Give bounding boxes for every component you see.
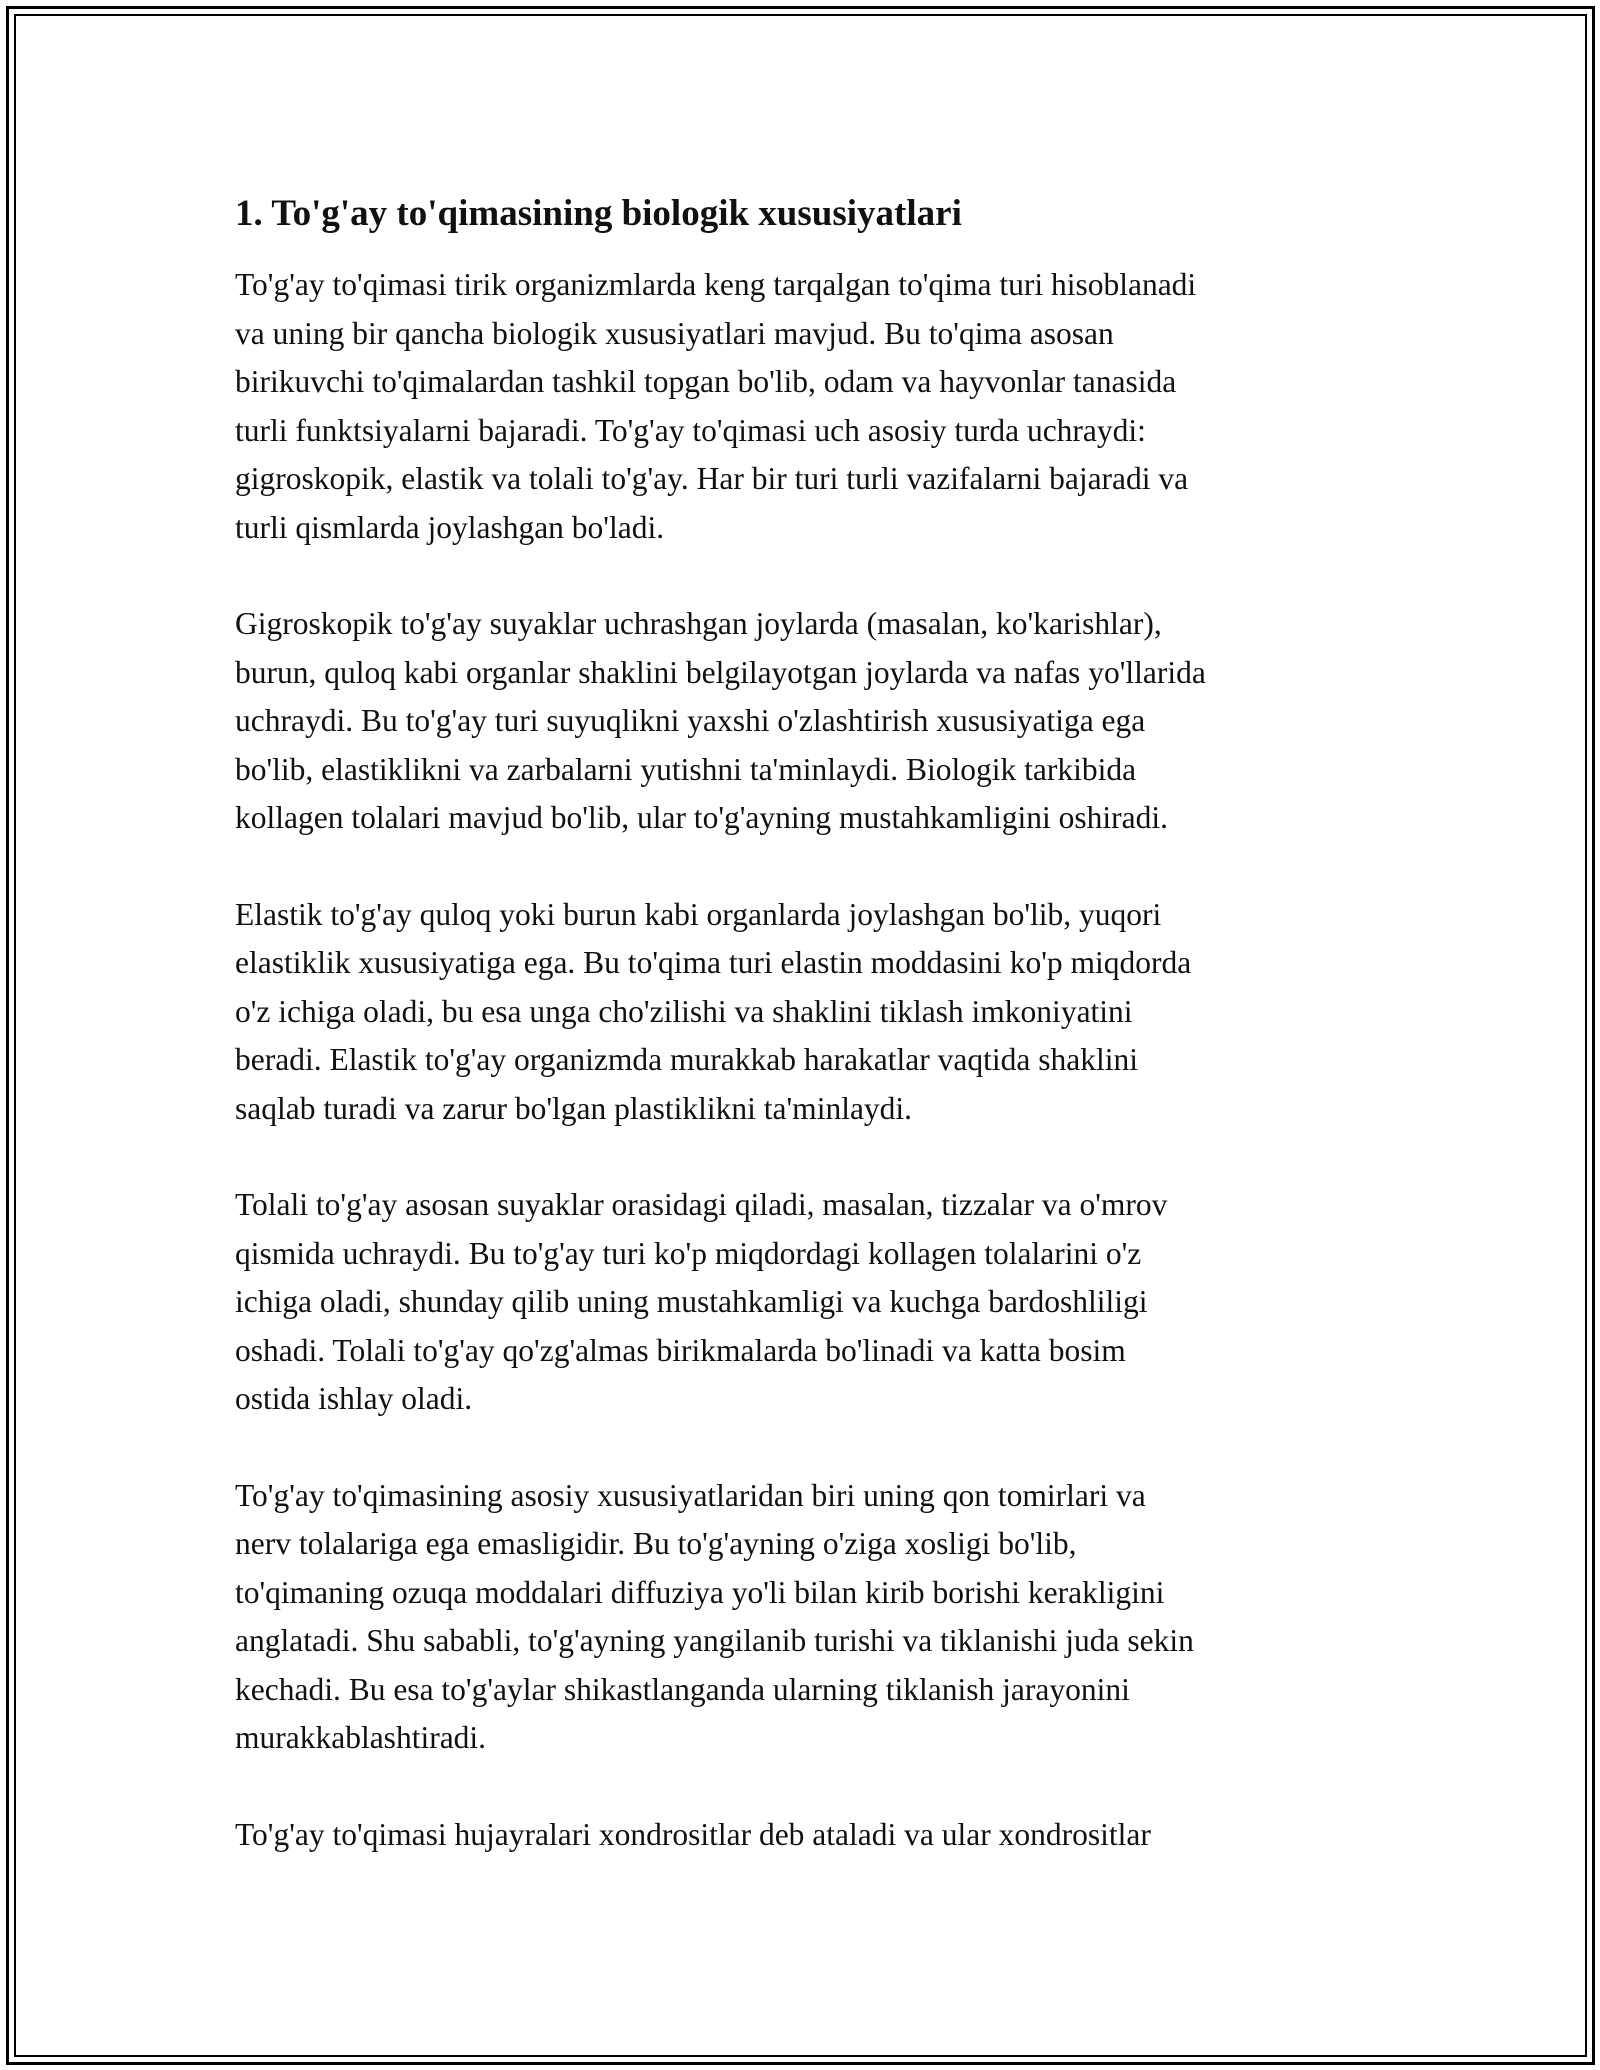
- paragraph-line: saqlab turadi va zarur bo'lgan plastiklikni ta'minlaydi.: [235, 1090, 913, 1126]
- paragraph: [235, 261, 1415, 552]
- paragraph-line: kechadi. Bu esa to'g'aylar shikastlanganda ularning tiklanish jarayonini: [235, 1671, 1130, 1707]
- paragraph-line: burun, quloq kabi organlar shaklini belgilayotgan joylarda va nafas yo'llarida: [235, 654, 1206, 690]
- paragraph: [235, 600, 1415, 843]
- paragraph-line: elastiklik xususiyatiga ega. Bu to'qima turi elastin moddasini ko'p miqdorda: [235, 945, 1192, 980]
- paragraph: [235, 1472, 1415, 1763]
- paragraph-line: ostida ishlay oladi.: [235, 1381, 473, 1416]
- paragraph-line: Elastik to'g'ay quloq yoki burun kabi organlarda joylashgan bo'lib, yuqori: [235, 896, 1162, 932]
- paragraph-line: murakkablashtiradi.: [235, 1720, 487, 1755]
- paragraph-line: anglatadi. Shu sababli, to'g'ayning yangilanib turishi va tiklanishi juda sekin: [235, 1623, 1194, 1658]
- paragraph: [235, 891, 1415, 1134]
- paragraph-line: bo'lib, elastiklikni va zarbalarni yutishni ta'minlaydi. Biologik tarkibida: [235, 751, 1137, 787]
- paragraph-line: to'qimaning ozuqa moddalari diffuziya yo'li bilan kirib borishi kerakligini: [235, 1574, 1165, 1610]
- paragraph-line: Gigroskopik to'g'ay suyaklar uchrashgan joylarda (masalan, ko'karishlar),: [235, 606, 1162, 641]
- paragraph-line: oshadi. Tolali to'g'ay qo'zg'almas birikmalarda bo'linadi va katta bosim: [235, 1332, 1126, 1368]
- paragraph-line: To'g'ay to'qimasining asosiy xususiyatlaridan biri uning qon tomirlari va: [235, 1477, 1146, 1513]
- paragraph-line: turli qismlarda joylashgan bo'ladi.: [235, 509, 665, 545]
- paragraph-line: To'g'ay to'qimasi tirik organizmlarda keng tarqalgan to'qima turi hisoblanadi: [235, 267, 1197, 302]
- paragraph-line: uchraydi. Bu to'g'ay turi suyuqlikni yaxshi o'zlashtirish xususiyatiga ega: [235, 703, 1146, 738]
- paragraph-line: beradi. Elastik to'g'ay organizmda murakkab harakatlar vaqtida shaklini: [235, 1042, 1138, 1077]
- paragraph-list: [235, 261, 1415, 1859]
- paragraph-line: nerv tolalariga ega emasligidir. Bu to'g'ayning o'ziga xosligi bo'lib,: [235, 1526, 1077, 1561]
- paragraph-line: ichiga oladi, shunday qilib uning mustahkamligi va kuchga bardoshliligi: [235, 1284, 1148, 1319]
- paragraph-line: gigroskopik, elastik va tolali to'g'ay. Har bir turi turli vazifalarni bajaradi va: [235, 461, 1189, 496]
- paragraph-line: o'z ichiga oladi, bu esa unga cho'zilishi va shaklini tiklash imkoniyatini: [235, 993, 1133, 1029]
- document-body: [235, 188, 1415, 1907]
- paragraph-line: kollagen tolalari mavjud bo'lib, ular to'g'ayning mustahkamligini oshiradi.: [235, 800, 1168, 835]
- paragraph: [235, 1811, 1415, 1860]
- paragraph-line: Tolali to'g'ay asosan suyaklar orasidagi qiladi, masalan, tizzalar va o'mrov: [235, 1187, 1168, 1222]
- paragraph-line: To'g'ay to'qimasi hujayralari xondrositlar deb ataladi va ular xondrositlar: [235, 1816, 1151, 1852]
- paragraph-line: birikuvchi to'qimalardan tashkil topgan bo'lib, odam va hayvonlar tanasida: [235, 364, 1177, 399]
- paragraph-line: turli funktsiyalarni bajaradi. To'g'ay to'qimasi uch asosiy turda uchraydi:: [235, 412, 1146, 448]
- paragraph-line: va uning bir qancha biologik xususiyatlari mavjud. Bu to'qima asosan: [235, 315, 1114, 351]
- section-heading: 1. To'g'ay to'qimasining biologik xususiyatlari: [235, 193, 962, 234]
- paragraph-line: qismida uchraydi. Bu to'g'ay turi ko'p miqdordagi kollagen tolalarini o'z: [235, 1235, 1142, 1271]
- paragraph: [235, 1181, 1415, 1424]
